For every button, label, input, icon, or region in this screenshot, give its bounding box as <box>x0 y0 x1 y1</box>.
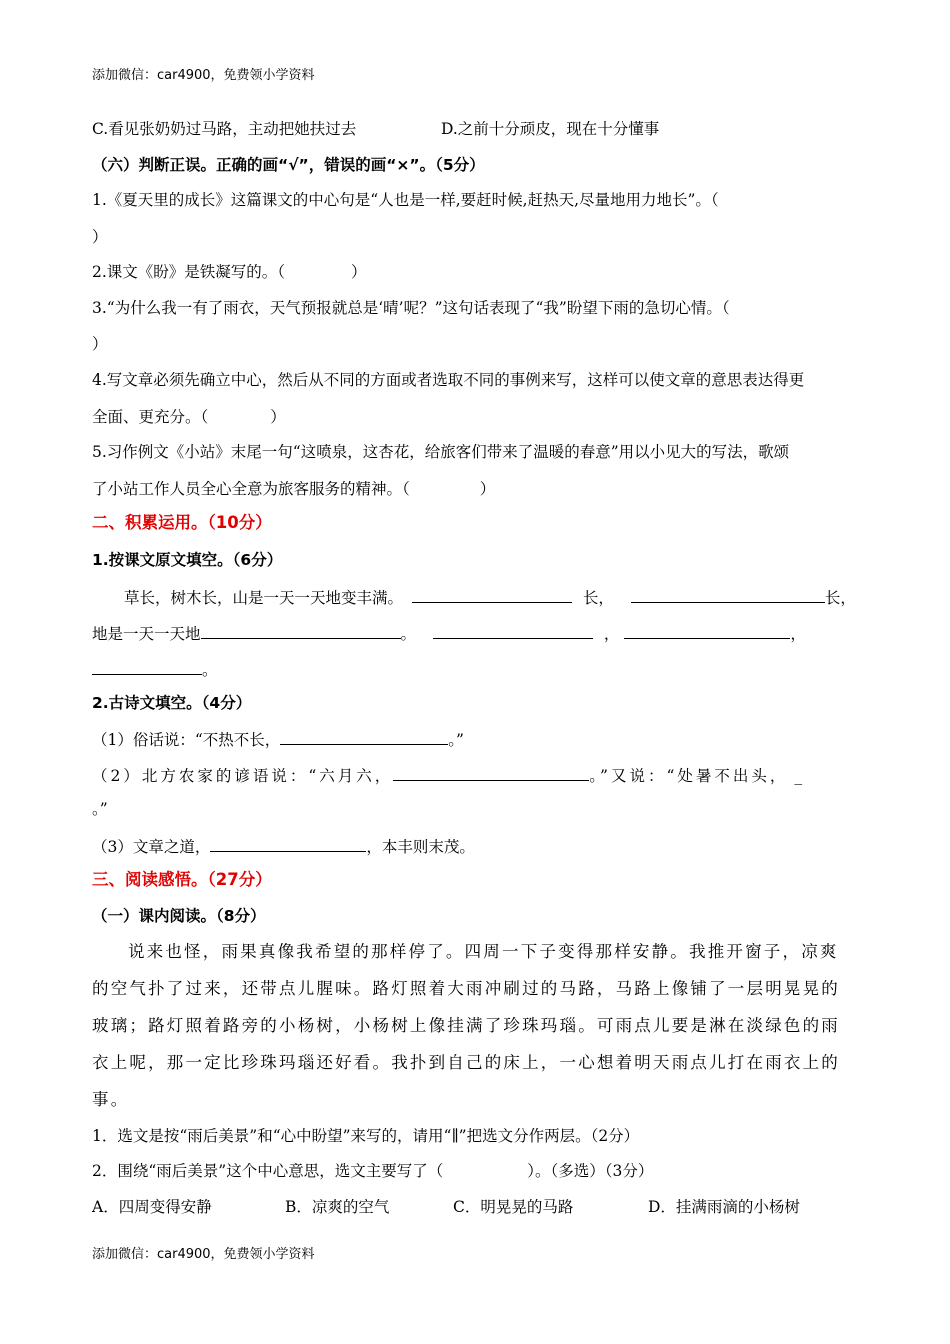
reading-q2 <box>92 1161 864 1181</box>
option-b: B．凉爽的空气 <box>285 1198 390 1216</box>
judge-q4-text: 全面、更充分。（ <box>92 408 209 426</box>
reading-q2-end: ）。（多选）（3分） <box>527 1162 654 1180</box>
judge-q2-close: ） <box>351 263 367 281</box>
blank-6[interactable] <box>92 658 202 675</box>
passage-line-1-text: 说来也怪，雨果真像我希望的那样停了。四周一下子变得那样安静。我推开窗子，凉爽 <box>128 942 839 961</box>
poem-q2-text: （2）北方农家的谚语说：“六月六， <box>92 767 394 785</box>
option-d-reading: D．挂满雨滴的小杨树 <box>648 1198 800 1216</box>
fill-line-2 <box>92 622 864 644</box>
poem-q1-text: （1）俗话说：“不热不长， <box>92 731 281 749</box>
page-footer: 添加微信：car4900，免费领小学资料 <box>92 1247 315 1262</box>
passage-line-3: 玻璃；路灯照着路旁的小杨树，小杨树上像挂满了珍珠玛瑙。可雨点儿要是淋在淡绿色的雨 <box>92 1016 840 1035</box>
fill-line-1-suffix-2: 长， <box>824 589 856 607</box>
section2-title: 二、积累运用。（10分） <box>92 513 272 532</box>
judge-q4-line1: 4.写文章必须先确立中心，然后从不同的方面或者选取不同的事例来写，这样可以使文章的意思表达得更 <box>92 371 805 389</box>
blank-2[interactable] <box>631 586 825 603</box>
fill-line-1-suffix-1: 长， <box>582 589 614 607</box>
blank-4[interactable] <box>433 622 593 639</box>
poem-q1 <box>92 728 864 750</box>
judge-q1-line1: 1.《夏天里的成长》这篇课文的中心句是“人也是一样,要赶时候,赶热天,尽量地用力地长”。（ <box>92 191 719 209</box>
passage-line-4: 衣上呢，那一定比珍珠玛瑙还好看。我扑到自己的床上，一心想着明天雨点儿打在雨衣上的 <box>92 1053 840 1072</box>
judge-q5-line1: 5.习作例文《小站》末尾一句“这喷泉，这杏花，给旅客们带来了温暖的春意”用以小见大的写法，歌颂 <box>92 443 790 461</box>
option-d: D.之前十分顽皮，现在十分懂事 <box>441 120 660 138</box>
judge-q4-close: ） <box>270 408 286 426</box>
fill-line-2-text: 地是一天一天地 <box>92 625 201 643</box>
reading-q2-text: 2．围绕“雨后美景”这个中心意思，选文主要写了（ <box>92 1162 444 1180</box>
poem-q3-end: ，本丰则末茂。 <box>366 838 475 856</box>
blank-1[interactable] <box>412 586 572 603</box>
fill-line-1-text: 草长，树木长，山是一天一天地变丰满。 <box>124 589 404 607</box>
fill-line-3 <box>92 658 864 680</box>
fill-line-1 <box>92 586 864 608</box>
judge-q5-close: ） <box>479 480 496 498</box>
section2-part1-title: 1.按课文原文填空。（6分） <box>92 551 283 569</box>
judge-q1-line2: ） <box>92 228 108 246</box>
poem-q3 <box>92 835 864 857</box>
blank-9[interactable] <box>210 835 366 852</box>
judge-title: （六）判断正误。正确的画“√”，错误的画“×”。（5分） <box>92 156 485 174</box>
judge-q2 <box>92 262 864 282</box>
blank-8[interactable] <box>393 764 589 781</box>
fill-line-2-punct-1: 。 <box>400 625 417 643</box>
blank-7[interactable] <box>280 728 448 745</box>
blank-3[interactable] <box>201 622 401 639</box>
page-header: 添加微信：car4900，免费领小学资料 <box>92 68 315 83</box>
poem-q2-blank-mark: _ <box>794 767 806 785</box>
fill-line-2-punct-2: ， <box>603 625 620 643</box>
poem-q2-mid: 。”又说：“处暑不出头， <box>589 767 789 785</box>
blank-5[interactable] <box>624 622 790 639</box>
option-c: C.看见张奶奶过马路，主动把她扶过去 <box>92 120 357 138</box>
judge-q3-line1: 3.“为什么我一有了雨衣，天气预报就总是‘晴’呢？”这句话表现了“我”盼望下雨的急切心情。（ <box>92 299 730 317</box>
section2-part2-title: 2.古诗文填空。（4分） <box>92 694 252 712</box>
passage-line-2: 的空气扑了过来，还带点儿腥味。路灯照着大雨冲刷过的马路，马路上像铺了一层明晃晃的 <box>92 979 840 998</box>
judge-q4-line2 <box>92 407 864 427</box>
poem-q2-line2: 。” <box>92 800 108 818</box>
judge-q5-line2 <box>92 479 864 499</box>
option-c-reading: C．明晃晃的马路 <box>453 1198 574 1216</box>
poem-q2 <box>92 764 864 786</box>
fill-line-3-punct: 。 <box>202 661 218 679</box>
section3-subtitle: （一）课内阅读。（8分） <box>92 907 266 925</box>
poem-q1-end: 。” <box>448 731 464 749</box>
passage-line-5: 事。 <box>92 1090 130 1109</box>
judge-q5-text: 了小站工作人员全心全意为旅客服务的精神。（ <box>92 480 410 498</box>
judge-q2-text: 2.课文《盼》是铁凝写的。（ <box>92 263 286 281</box>
option-a: A．四周变得安静 <box>92 1198 212 1216</box>
section3-title: 三、阅读感悟。（27分） <box>92 870 272 889</box>
poem-q3-text: （3）文章之道， <box>92 838 211 856</box>
judge-q3-line2: ） <box>92 335 108 353</box>
fill-line-2-punct-3: ， <box>790 625 806 643</box>
reading-q1: 1．选文是按“雨后美景”和“心中盼望”来写的，请用“∥”把选文分作两层。（2分） <box>92 1127 640 1145</box>
passage-line-1 <box>92 942 864 962</box>
